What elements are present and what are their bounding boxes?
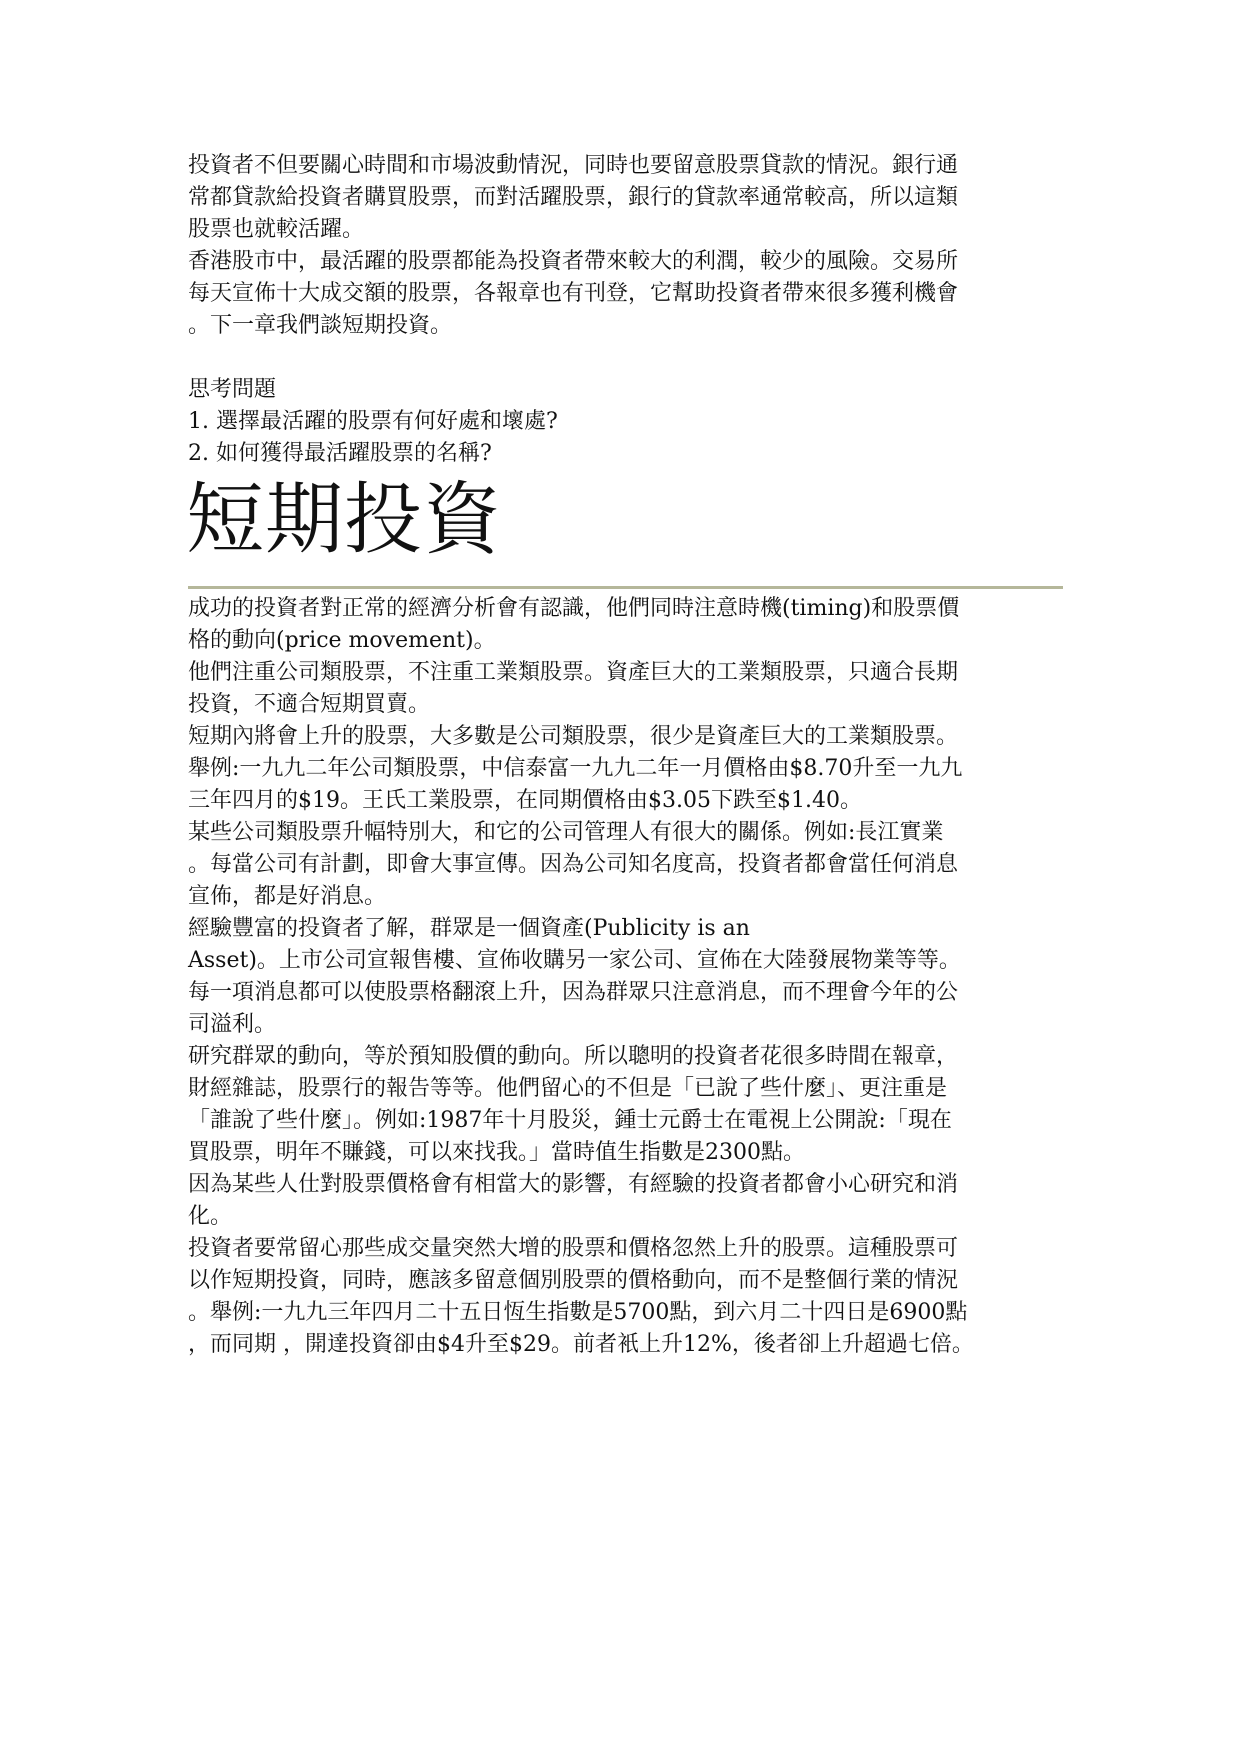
chapter-paragraph-4 [188, 817, 1068, 913]
text-line: 化。 [188, 1204, 233, 1229]
questions-heading: 思考問題 [188, 377, 277, 402]
text-line: 買股票，明年不賺錢，可以來找我。」當時值生指數是2300點。 [188, 1140, 805, 1165]
text-line: Asset)。上市公司宣報售樓、宣佈收購另一家公司、宣佈在大陸發展物業等等。 [188, 948, 961, 973]
text-line: 。每當公司有計劃，即會大事宣傳。因為公司知名度高，投資者都會當任何消息 [188, 852, 959, 877]
text-line: 司溢利。 [188, 1012, 277, 1037]
text-line: 常都貸款給投資者購買股票，而對活躍股票，銀行的貸款率通常較高，所以這類 [188, 185, 959, 210]
blank-line [188, 342, 1068, 374]
text-line: 投資者要常留心那些成交量突然大增的股票和價格忽然上升的股票。這種股票可 [188, 1236, 959, 1261]
text-line: 股票也就較活躍。 [188, 217, 365, 242]
text-line: 每一項消息都可以使股票格翻滾上升，因為群眾只注意消息，而不理會今年的公 [188, 980, 959, 1005]
text-line: 短期內將會上升的股票，大多數是公司類股票，很少是資產巨大的工業類股票。 [188, 724, 959, 749]
question-item-2: 2. 如何獲得最活躍股票的名稱? [188, 441, 492, 466]
text-line: 香港股市中，最活躍的股票都能為投資者帶來較大的利潤，較少的風險。交易所 [188, 249, 959, 274]
chapter-paragraph-8 [188, 1233, 1068, 1361]
text-line: 成功的投資者對正常的經濟分析會有認識，他們同時注意時機(timing)和股票價 [188, 596, 960, 621]
text-line: 格的動向(price movement)。 [188, 628, 496, 653]
chapter-title: 短期投資 [186, 475, 503, 565]
text-line: 經驗豐富的投資者了解，群眾是一個資產(Publicity is an [188, 916, 750, 941]
text-line: 因為某些人仕對股票價格會有相當大的影響，有經驗的投資者都會小心研究和消 [188, 1172, 959, 1197]
text-line: 投資者不但要關心時間和市場波動情況，同時也要留意股票貸款的情況。銀行通 [188, 153, 959, 178]
text-line: 投資，不適合短期買賣。 [188, 692, 431, 717]
text-line: 。舉例:一九九三年四月二十五日恆生指數是5700點，到六月二十四日是6900點 [188, 1300, 968, 1325]
text-line: 三年四月的$19。王氏工業股票，在同期價格由$3.05下跌至$1.40。 [188, 788, 862, 813]
chapter-paragraph-2 [188, 657, 1068, 721]
text-line: 以作短期投資，同時，應該多留意個別股票的價格動向，而不是整個行業的情況 [188, 1268, 959, 1293]
title-divider [188, 586, 1063, 589]
intro-paragraph-2 [188, 246, 1068, 342]
text-line: 「誰說了些什麼」。例如:1987年十月股災，鍾士元爵士在電視上公開說:「現在 [188, 1108, 952, 1133]
questions-section [188, 374, 1068, 470]
chapter-paragraph-7 [188, 1169, 1068, 1233]
text-line: 宣佈，都是好消息。 [188, 884, 387, 909]
intro-paragraph-1 [188, 150, 1068, 246]
text-line: 他們注重公司類股票，不注重工業類股票。資產巨大的工業類股票，只適合長期 [188, 660, 959, 685]
document-page [188, 150, 1068, 1361]
text-line: 研究群眾的動向，等於預知股價的動向。所以聰明的投資者花很多時間在報章， [188, 1044, 959, 1069]
text-line: 舉例:一九九二年公司類股票，中信泰富一九九二年一月價格由$8.70升至一九九 [188, 756, 963, 781]
question-item-1: 1. 選擇最活躍的股票有何好處和壞處? [188, 409, 558, 434]
text-line: 每天宣佈十大成交額的股票，各報章也有刊登，它幫助投資者帶來很多獲利機會 [188, 281, 959, 306]
chapter-paragraph-3 [188, 721, 1068, 817]
text-line: 某些公司類股票升幅特別大，和它的公司管理人有很大的關係。例如:長江實業 [188, 820, 944, 845]
text-line: 。下一章我們談短期投資。 [188, 313, 453, 338]
chapter-paragraph-6 [188, 1041, 1068, 1169]
chapter-paragraph-5 [188, 913, 1068, 1041]
chapter-paragraph-1 [188, 593, 1068, 657]
text-line: ，而同期 ，開達投資卻由$4升至$29。前者衹上升12%，後者卻上升超過七倍。 [188, 1332, 974, 1357]
text-line: 財經雜誌，股票行的報告等等。他們留心的不但是「已說了些什麼」、更注重是 [188, 1076, 948, 1101]
